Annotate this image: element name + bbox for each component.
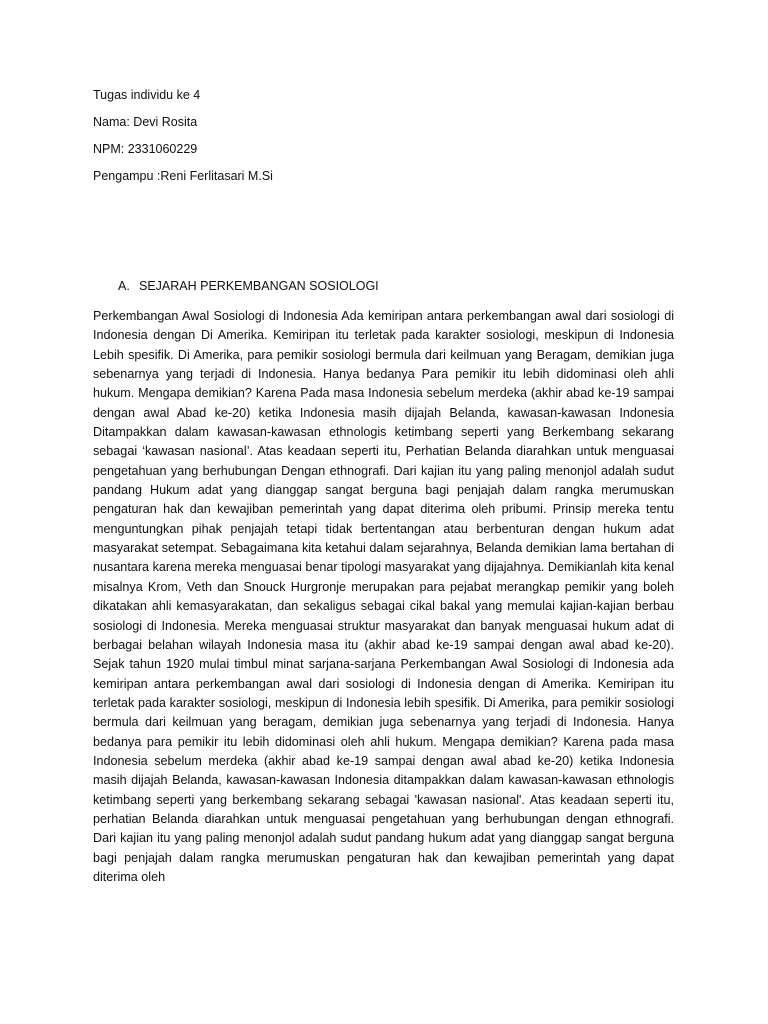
section-title: SEJARAH PERKEMBANGAN SOSIOLOGI (139, 279, 379, 293)
body-paragraph: Perkembangan Awal Sosiologi di Indonesia Ada kemiripan antara perkembangan awal dari sosiologi di Indonesia dengan Di Amerika. Kemiripan itu terletak pada karakter sosiologi, meskipun di Indonesia Lebih spesifik. Di Amerika, para pemikir sosiologi bermula dari keilmuan yang Beragam, demikian juga sebenarnya yang terjadi di Indonesia. Hanya bedanya Para pemikir itu lebih didominasi oleh ahli hukum. Mengapa demikian? Karena Pada masa Indonesia sebelum merdeka (akhir abad ke-19 sampai dengan awal Abad ke-20) ketika Indonesia masih dijajah Belanda, kawasan-kawasan Indonesia Ditampakkan dalam kawasan-kawasan ethnologis ketimbang seperti yang Berkembang sekarang sebagai ‘kawasan nasional’. Atas keadaan seperti itu, Perhatian Belanda diarahkan untuk menguasai pengetahuan yang berhubungan Dengan ethnografi. Dari kajian itu yang paling menonjol adalah sudut pandang Hukum adat yang dianggap sangat berguna bagi penjajah dalam rangka merumuskan pengaturan hak dan kewajiban pemerintah yang dapat diterima oleh pribumi. Prinsip mereka tentu menguntungkan pihak penjajah tetapi tidak bertentangan atau berbenturan dengan hukum adat masyarakat setempat. Sebagaimana kita ketahui dalam sejarahnya, Belanda demikian lama bertahan di nusantara karena mereka menguasai benar tipologi masyarakat yang dijajahnya. Demikianlah kita kenal misalnya Krom, Veth dan Snouck Hurgronje merupakan para pejabat merangkap pemikir yang boleh dikatakan ahli kemasyarakatan, dan sekaligus sebagai cikal bakal yang memulai kajian-kajian berbau sosiologi di Indonesia. Mereka menguasai struktur masyarakat dan banyak menguasai hukum adat di berbagai belahan wilayah Indonesia masa itu (akhir abad ke-19 sampai dengan awal abad ke-20). Sejak tahun 1920 mulai timbul minat sarjana-sarjana Perkembangan Awal Sosiologi di Indonesia ada kemiripan antara perkembangan awal dari sosiologi di Indonesia dengan di Amerika. Kemiripan itu terletak pada karakter sosiologi, meskipun di Indonesia lebih spesifik. Di Amerika, para pemikir sosiologi bermula dari keilmuan yang beragam, demikian juga sebenarnya yang terjadi di Indonesia. Hanya bedanya para pemikir itu lebih didominasi oleh ahli hukum. Mengapa demikian? Karena pada masa Indonesia sebelum merdeka (akhir abad ke-19 sampai dengan awal abad ke-20) ketika Indonesia masih dijajah Belanda, kawasan-kawasan Indonesia ditampakkan dalam kawasan-kawasan ethnologis ketimbang seperti yang berkembang sekarang sebagai 'kawasan nasional'. Atas keadaan seperti itu, perhatian Belanda diarahkan untuk menguasai pengetahuan yang berhubungan dengan ethnografi. Dari kajian itu yang paling menonjol adalah sudut pandang hukum adat yang dianggap sangat berguna bagi penjajah dalam rangka merumuskan pengaturan hak dan kewajiban pemerintah yang dapat diterima oleh (93, 309, 674, 884)
student-npm-line: NPM: 2331060229 (93, 142, 198, 156)
assignment-line: Tugas individu ke 4 (93, 88, 201, 102)
document-header (93, 86, 593, 194)
section-marker: A. (118, 279, 130, 293)
lecturer-line: Pengampu :Reni Ferlitasari M.Si (93, 169, 273, 183)
section-heading (118, 277, 379, 296)
student-name-line: Nama: Devi Rosita (93, 115, 198, 129)
